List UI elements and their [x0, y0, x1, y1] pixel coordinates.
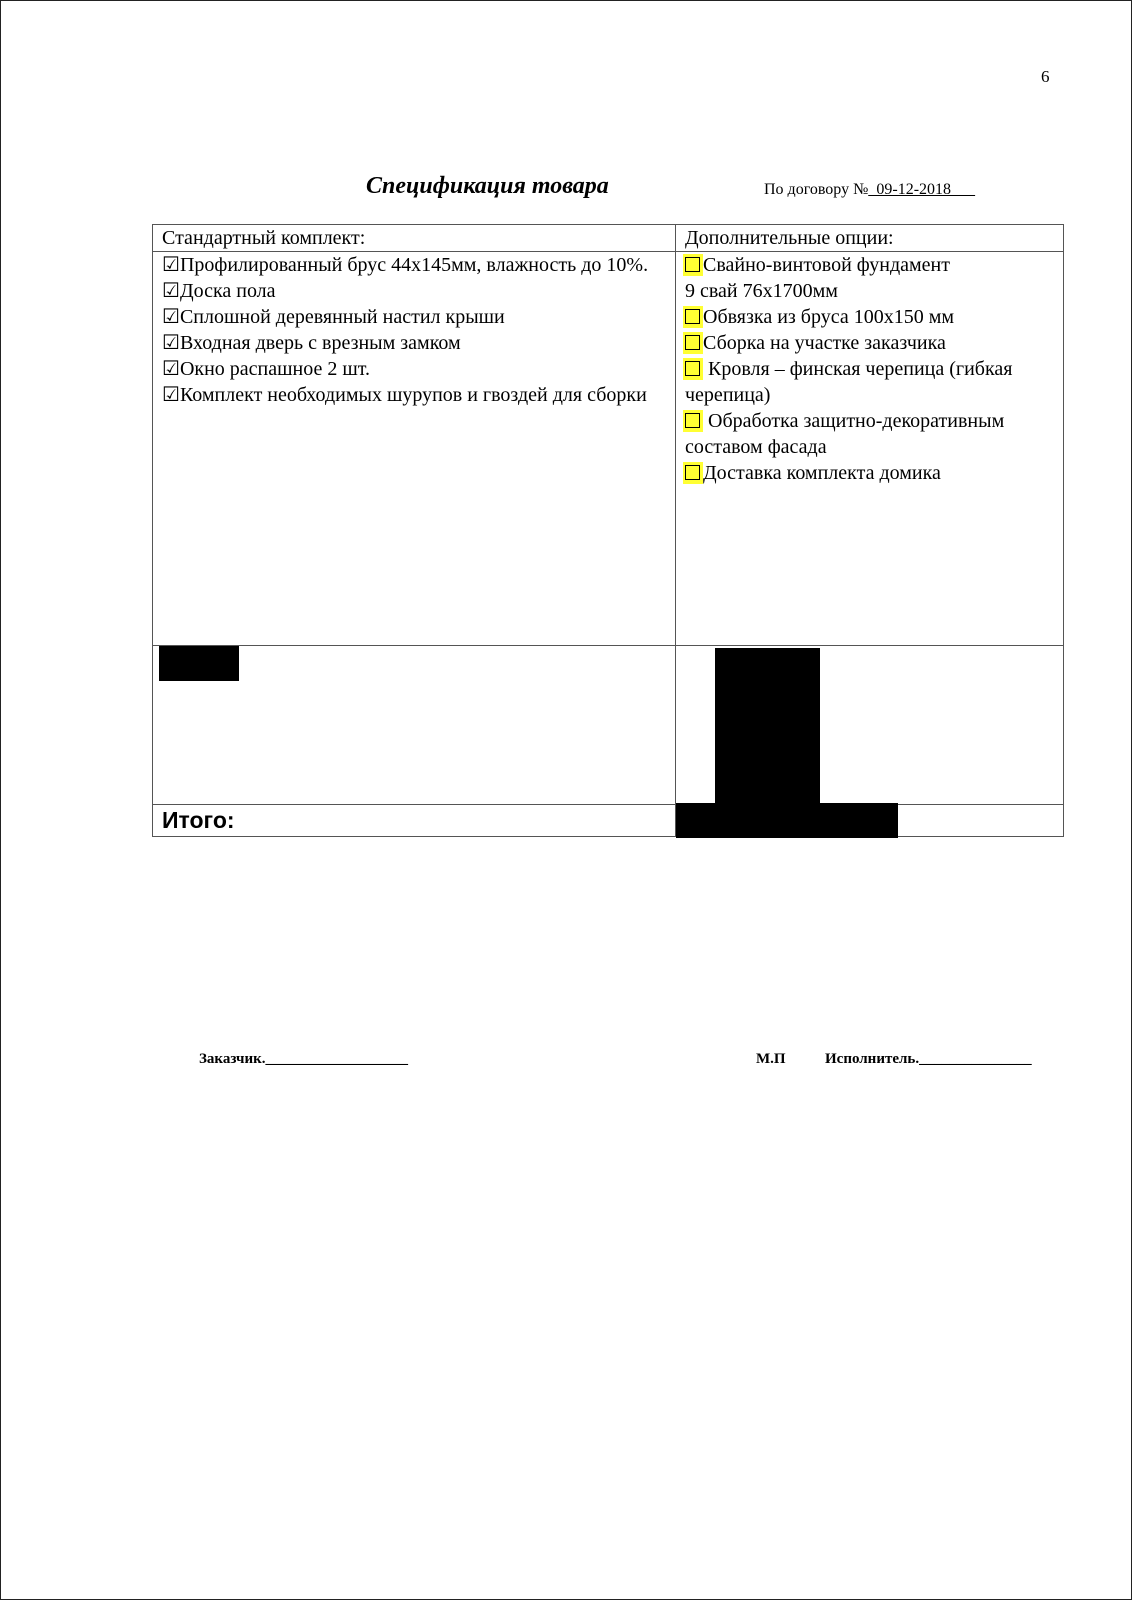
highlighted-checkbox [683, 462, 703, 484]
highlighted-checkbox [683, 254, 703, 276]
contract-reference [764, 181, 975, 199]
standard-set-header: Стандартный комплект: [153, 225, 676, 252]
option-item: Обвязка из бруса 100х150 мм [685, 304, 1054, 330]
checked-checkbox-icon: ☑ [162, 332, 180, 354]
specification-table [152, 224, 1064, 837]
option-item: Свайно-винтовой фундамент [685, 252, 1054, 278]
standard-item: ☑Входная дверь с врезным замком [162, 332, 461, 354]
total-label: Итого: [162, 807, 235, 833]
highlighted-checkbox [683, 332, 703, 354]
highlighted-checkbox [683, 410, 703, 432]
options-header: Дополнительные опции: [676, 225, 1064, 252]
checked-checkbox-icon: ☑ [162, 358, 180, 380]
unchecked-checkbox-icon [685, 413, 700, 428]
unchecked-checkbox-icon [685, 335, 700, 350]
option-item: Кровля – финская черепица (гибкая черепица) [685, 358, 1018, 406]
redaction-block [715, 648, 820, 804]
unchecked-checkbox-icon [685, 257, 700, 272]
standard-items-cell [153, 252, 676, 646]
unchecked-checkbox-icon [685, 309, 700, 324]
contract-number: _09-12-2018___ [868, 181, 976, 198]
standard-item: ☑Сплошной деревянный настил крыши [162, 306, 505, 328]
customer-signature: Заказчик.___________________ [199, 1051, 409, 1067]
standard-item: ☑Комплект необходимых шурупов и гвоздей для сборки [162, 384, 647, 406]
document-title: Спецификация товара [366, 173, 609, 199]
unchecked-checkbox-icon [685, 361, 700, 376]
page-number: 6 [1041, 67, 1050, 86]
redaction-block [676, 803, 898, 838]
highlighted-checkbox [683, 358, 703, 380]
standard-item: ☑Окно распашное 2 шт. [162, 358, 370, 380]
contract-label: По договору № [764, 181, 869, 198]
contractor-signature: Исполнитель._______________ [825, 1051, 1032, 1067]
redacted-cell-right [676, 646, 1064, 805]
total-label-cell [153, 805, 676, 837]
option-items-cell [676, 252, 1064, 646]
checked-checkbox-icon: ☑ [162, 384, 180, 406]
checked-checkbox-icon: ☑ [162, 280, 180, 302]
seal-placeholder: М.П [756, 1051, 786, 1067]
option-item: Обработка защитно-декоративным составом фасада [685, 410, 1010, 458]
unchecked-checkbox-icon [685, 465, 700, 480]
highlighted-checkbox [683, 306, 703, 328]
option-item-detail: 9 свай 76х1700мм [685, 280, 838, 302]
redacted-cell-left [153, 646, 676, 805]
option-item: Сборка на участке заказчика [685, 330, 1054, 356]
standard-item: ☑Профилированный брус 44х145мм, влажность до 10%. [162, 254, 649, 276]
option-item: Доставка комплекта домика [685, 460, 1054, 486]
total-value-cell [676, 805, 1064, 837]
checked-checkbox-icon: ☑ [162, 306, 180, 328]
checked-checkbox-icon: ☑ [162, 254, 180, 276]
standard-item: ☑Доска пола [162, 280, 276, 302]
redaction-block [159, 646, 239, 681]
